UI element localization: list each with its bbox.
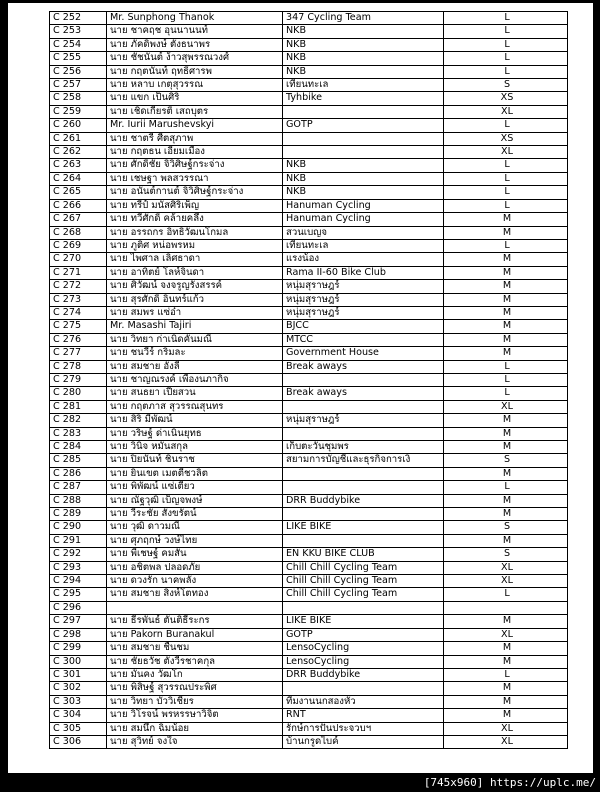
team-name-cell — [283, 682, 444, 695]
participant-name-cell: นาย ทรีป์ มนัสศิริเพ็ญ — [107, 199, 283, 212]
bib-number-cell: C 301 — [50, 668, 107, 681]
bib-number-cell: C 275 — [50, 320, 107, 333]
participant-name-cell: นาย ภัคดิพงษ์ ตั้งธนาพร — [107, 38, 283, 51]
team-name-cell: GOTP — [283, 628, 444, 641]
bib-number-cell: C 273 — [50, 293, 107, 306]
shirt-size-cell: L — [444, 387, 568, 400]
team-name-cell: แรงน้อง — [283, 253, 444, 266]
participant-name-cell: นาย ชาญณรงค์ เพื่องนภากิจ — [107, 373, 283, 386]
team-name-cell: สยามการบัญชีและธุรกิจการเงิ — [283, 454, 444, 467]
team-name-cell: Break aways — [283, 360, 444, 373]
bib-number-cell: C 269 — [50, 239, 107, 252]
bib-number-cell: C 262 — [50, 146, 107, 159]
table-row — [50, 373, 568, 386]
bib-number-cell: C 274 — [50, 306, 107, 319]
participant-name-cell: นาย ทวีศักดิ์ คล้ายคลึง — [107, 213, 283, 226]
bib-number-cell: C 256 — [50, 65, 107, 78]
table-row — [50, 414, 568, 427]
table-row — [50, 467, 568, 480]
shirt-size-cell: M — [444, 655, 568, 668]
team-name-cell: Chill Chill Cycling Team — [283, 588, 444, 601]
table-row — [50, 400, 568, 413]
team-name-cell — [283, 467, 444, 480]
shirt-size-cell: L — [444, 199, 568, 212]
participant-name-cell: นาย ณัฐวุฒิ เบ็ญจพงษ์ — [107, 494, 283, 507]
shirt-size-cell: L — [444, 481, 568, 494]
shirt-size-cell: S — [444, 454, 568, 467]
participant-name-cell: นาย ชาตรี ศีตสุภาพ — [107, 132, 283, 145]
participant-name-cell: นาย Pakorn Buranakul — [107, 628, 283, 641]
participant-name-cell: นาย พิพัฒน์ แซ่เตียว — [107, 481, 283, 494]
participant-name-cell: นาย วิโรจน์ พรหรรษาวิจิต — [107, 709, 283, 722]
participant-name-cell: Mr. Iurii Marushevskyi — [107, 119, 283, 132]
table-row — [50, 722, 568, 735]
shirt-size-cell: L — [444, 172, 568, 185]
table-row — [50, 146, 568, 159]
participant-table-body — [50, 12, 568, 749]
team-name-cell: สวนเบญจ — [283, 226, 444, 239]
table-row — [50, 561, 568, 574]
shirt-size-cell: S — [444, 548, 568, 561]
participant-name-cell: นาย สมชาย สิงห์โตทอง — [107, 588, 283, 601]
table-row — [50, 92, 568, 105]
table-row — [50, 588, 568, 601]
shirt-size-cell: L — [444, 12, 568, 25]
participant-name-cell: นาย ปิยนันท์ ชินราช — [107, 454, 283, 467]
participant-name-cell: นาย กฤตนันท์ ฤทธิ์ศารพ — [107, 65, 283, 78]
team-name-cell: Government House — [283, 347, 444, 360]
shirt-size-cell: M — [444, 226, 568, 239]
team-name-cell: BJCC — [283, 320, 444, 333]
team-name-cell: หนุ่มสุราษฎร์ — [283, 280, 444, 293]
shirt-size-cell: L — [444, 38, 568, 51]
shirt-size-cell: XL — [444, 628, 568, 641]
shirt-size-cell: M — [444, 534, 568, 547]
table-row — [50, 601, 568, 614]
shirt-size-cell: S — [444, 79, 568, 92]
table-row — [50, 119, 568, 132]
bib-number-cell: C 285 — [50, 454, 107, 467]
table-row — [50, 655, 568, 668]
team-name-cell — [283, 400, 444, 413]
table-row — [50, 12, 568, 25]
participant-name-cell: นาย ชนวีร์ กริมละ — [107, 347, 283, 360]
team-name-cell: LensoCycling — [283, 655, 444, 668]
table-row — [50, 508, 568, 521]
participant-name-cell: นาย แขก เป็นศิริ — [107, 92, 283, 105]
bib-number-cell: C 277 — [50, 347, 107, 360]
team-name-cell: เทียนทะเล — [283, 239, 444, 252]
bib-number-cell: C 272 — [50, 280, 107, 293]
shirt-size-cell: M — [444, 467, 568, 480]
shirt-size-cell: L — [444, 360, 568, 373]
participant-name-cell: นาย อาทิตย์ โลห์จินดา — [107, 266, 283, 279]
team-name-cell: 347 Cycling Team — [283, 12, 444, 25]
table-row — [50, 333, 568, 346]
shirt-size-cell: M — [444, 347, 568, 360]
table-row — [50, 253, 568, 266]
shirt-size-cell: XS — [444, 132, 568, 145]
participant-name-cell: นาย ชาคฤช อุนนานนท์ — [107, 25, 283, 38]
bib-number-cell: C 265 — [50, 186, 107, 199]
bib-number-cell: C 279 — [50, 373, 107, 386]
participant-name-cell: นาย สิริ มีพัฒน์ — [107, 414, 283, 427]
team-name-cell: บ้านกรูดไบค์ — [283, 735, 444, 748]
team-name-cell: DRR Buddybike — [283, 494, 444, 507]
participant-name-cell: นาย ชัยธวัช ตั้งวีรชาคกุล — [107, 655, 283, 668]
bib-number-cell: C 261 — [50, 132, 107, 145]
participant-name-cell: Mr. Sunphong Thanok — [107, 12, 283, 25]
shirt-size-cell: XL — [444, 400, 568, 413]
shirt-size-cell: XL — [444, 561, 568, 574]
participant-name-cell: นาย เชษฐา พลสวรรณา — [107, 172, 283, 185]
participant-name-cell: นาย พีเชษฐ์ คมสัน — [107, 548, 283, 561]
team-name-cell: Rama II-60 Bike Club — [283, 266, 444, 279]
shirt-size-cell: M — [444, 695, 568, 708]
team-name-cell: NKB — [283, 186, 444, 199]
shirt-size-cell: M — [444, 306, 568, 319]
participant-name-cell: นาย ธีรพันธ์ ตันติธีระกร — [107, 615, 283, 628]
team-name-cell: MTCC — [283, 333, 444, 346]
participant-name-cell: นาย สุรศักดิ์ อินทร์แก้ว — [107, 293, 283, 306]
team-name-cell: NKB — [283, 172, 444, 185]
participant-table — [49, 11, 568, 749]
table-row — [50, 105, 568, 118]
participant-name-cell: นาย ไพศาล เลิศธาดา — [107, 253, 283, 266]
table-row — [50, 38, 568, 51]
shirt-size-cell: M — [444, 494, 568, 507]
bib-number-cell: C 252 — [50, 12, 107, 25]
shirt-size-cell: M — [444, 414, 568, 427]
team-name-cell: ทีมงานนกสองหัว — [283, 695, 444, 708]
shirt-size-cell: XL — [444, 146, 568, 159]
participant-name-cell: Mr. Masashi Tajiri — [107, 320, 283, 333]
team-name-cell — [283, 132, 444, 145]
table-row — [50, 25, 568, 38]
participant-name-cell: นาย วิทยา บัววิเชียร — [107, 695, 283, 708]
table-row — [50, 132, 568, 145]
table-row — [50, 481, 568, 494]
participant-name-cell: นาย พิสิษฐ์ สุวรรณประพิศ — [107, 682, 283, 695]
document-page — [8, 3, 593, 773]
watermark: [745x960] https://uplc.me/ — [423, 776, 596, 789]
bib-number-cell: C 302 — [50, 682, 107, 695]
table-row — [50, 695, 568, 708]
bib-number-cell: C 305 — [50, 722, 107, 735]
shirt-size-cell: S — [444, 521, 568, 534]
table-row — [50, 735, 568, 748]
participant-name-cell: นาย กฤตธน เอี่ยมเมือง — [107, 146, 283, 159]
bib-number-cell: C 280 — [50, 387, 107, 400]
team-name-cell: DRR Buddybike — [283, 668, 444, 681]
bib-number-cell: C 281 — [50, 400, 107, 413]
team-name-cell: เก็บตะวันชุมพร — [283, 441, 444, 454]
participant-name-cell: นาย ศุภฤกษ์ วงษ์ไทย — [107, 534, 283, 547]
shirt-size-cell: L — [444, 119, 568, 132]
table-row — [50, 52, 568, 65]
team-name-cell: หนุ่มสุราษฎร์ — [283, 293, 444, 306]
team-name-cell: GOTP — [283, 119, 444, 132]
shirt-size-cell: M — [444, 320, 568, 333]
table-row — [50, 213, 568, 226]
participant-name-cell: นาย วิทยา ก่าเนิดคันมณี — [107, 333, 283, 346]
participant-name-cell: นาย วีระชัย สังขรัตน์ — [107, 508, 283, 521]
table-row — [50, 548, 568, 561]
table-row — [50, 347, 568, 360]
table-row — [50, 521, 568, 534]
bib-number-cell: C 267 — [50, 213, 107, 226]
shirt-size-cell: M — [444, 427, 568, 440]
bib-number-cell: C 254 — [50, 38, 107, 51]
bib-number-cell: C 284 — [50, 441, 107, 454]
participant-name-cell: นาย ศิวัฒน์ จงจรูญรังสรรค์ — [107, 280, 283, 293]
team-name-cell: NKB — [283, 38, 444, 51]
table-row — [50, 280, 568, 293]
participant-name-cell: นาย เชิดเกียรติ์ เสถบุตร — [107, 105, 283, 118]
team-name-cell: LIKE BIKE — [283, 521, 444, 534]
shirt-size-cell: M — [444, 642, 568, 655]
bib-number-cell: C 278 — [50, 360, 107, 373]
table-row — [50, 682, 568, 695]
team-name-cell: Chill Chill Cycling Team — [283, 575, 444, 588]
bib-number-cell: C 286 — [50, 467, 107, 480]
team-name-cell: Chill Chill Cycling Team — [283, 561, 444, 574]
table-row — [50, 642, 568, 655]
participant-name-cell: นาย สมพร แซ่อ๋า — [107, 306, 283, 319]
team-name-cell — [283, 105, 444, 118]
bib-number-cell: C 299 — [50, 642, 107, 655]
participant-name-cell: นาย อรรถกร อิทธิวัฒนโกมล — [107, 226, 283, 239]
participant-name-cell: นาย วริษฐ์ ด่าเนินยุทธ — [107, 427, 283, 440]
shirt-size-cell: XL — [444, 575, 568, 588]
bib-number-cell: C 283 — [50, 427, 107, 440]
bib-number-cell: C 260 — [50, 119, 107, 132]
bib-number-cell: C 289 — [50, 508, 107, 521]
participant-name-cell: นาย อชิตพล ปลอดภัย — [107, 561, 283, 574]
shirt-size-cell: XL — [444, 105, 568, 118]
participant-name-cell: นาย ดวงรัก นาคพลั่ง — [107, 575, 283, 588]
shirt-size-cell: L — [444, 668, 568, 681]
table-row — [50, 226, 568, 239]
team-name-cell: หนุ่มสุราษฎร์ — [283, 306, 444, 319]
table-row — [50, 159, 568, 172]
table-row — [50, 709, 568, 722]
team-name-cell — [283, 146, 444, 159]
participant-name-cell: นาย สมชาย ชื่นชม — [107, 642, 283, 655]
bib-number-cell: C 300 — [50, 655, 107, 668]
shirt-size-cell: M — [444, 508, 568, 521]
bib-number-cell: C 303 — [50, 695, 107, 708]
table-row — [50, 186, 568, 199]
bib-number-cell: C 263 — [50, 159, 107, 172]
team-name-cell: Hanuman Cycling — [283, 213, 444, 226]
participant-name-cell: นาย วุฒิ ดาวมณี — [107, 521, 283, 534]
team-name-cell: LensoCycling — [283, 642, 444, 655]
team-name-cell: Tyhbike — [283, 92, 444, 105]
team-name-cell — [283, 601, 444, 614]
shirt-size-cell: XL — [444, 735, 568, 748]
team-name-cell — [283, 427, 444, 440]
shirt-size-cell: M — [444, 266, 568, 279]
team-name-cell: EN KKU BIKE CLUB — [283, 548, 444, 561]
team-name-cell: NKB — [283, 52, 444, 65]
participant-name-cell: นาย ภูติศ หน่อพรหม — [107, 239, 283, 252]
team-name-cell — [283, 508, 444, 521]
table-row — [50, 79, 568, 92]
participant-name-cell: นาย ชัชนันต์ ง้าวสุพรรณวงศ์ — [107, 52, 283, 65]
shirt-size-cell: M — [444, 213, 568, 226]
team-name-cell: NKB — [283, 25, 444, 38]
team-name-cell: หนุ่มสุราษฎร์ — [283, 414, 444, 427]
team-name-cell: Break aways — [283, 387, 444, 400]
table-row — [50, 293, 568, 306]
table-row — [50, 320, 568, 333]
shirt-size-cell: L — [444, 186, 568, 199]
table-row — [50, 306, 568, 319]
participant-name-cell: นาย สมชาย อั้งลี้ — [107, 360, 283, 373]
table-row — [50, 615, 568, 628]
shirt-size-cell: L — [444, 159, 568, 172]
participant-name-cell: นาย สมนึก ฉิมน้อย — [107, 722, 283, 735]
team-name-cell: RNT — [283, 709, 444, 722]
bib-number-cell: C 268 — [50, 226, 107, 239]
bib-number-cell: C 259 — [50, 105, 107, 118]
table-row — [50, 494, 568, 507]
team-name-cell: NKB — [283, 159, 444, 172]
bib-number-cell: C 306 — [50, 735, 107, 748]
participant-name-cell: นาย อนันต์กานต์ จิวิศิษฐ์กระจ่าง — [107, 186, 283, 199]
participant-name-cell — [107, 601, 283, 614]
team-name-cell: LIKE BIKE — [283, 615, 444, 628]
participant-name-cell: นาย มั่นคง วัฒโก — [107, 668, 283, 681]
bib-number-cell: C 264 — [50, 172, 107, 185]
table-row — [50, 239, 568, 252]
table-row — [50, 534, 568, 547]
table-row — [50, 199, 568, 212]
bib-number-cell: C 288 — [50, 494, 107, 507]
shirt-size-cell: M — [444, 615, 568, 628]
shirt-size-cell: M — [444, 441, 568, 454]
bib-number-cell: C 297 — [50, 615, 107, 628]
table-row — [50, 360, 568, 373]
table-row — [50, 387, 568, 400]
shirt-size-cell: L — [444, 52, 568, 65]
shirt-size-cell — [444, 601, 568, 614]
bib-number-cell: C 295 — [50, 588, 107, 601]
participant-name-cell: นาย ศักดิ์ชัย จิวิศิษฐ์กระจ่าง — [107, 159, 283, 172]
table-row — [50, 441, 568, 454]
bib-number-cell: C 304 — [50, 709, 107, 722]
bib-number-cell: C 298 — [50, 628, 107, 641]
team-name-cell — [283, 481, 444, 494]
bib-number-cell: C 276 — [50, 333, 107, 346]
shirt-size-cell: M — [444, 253, 568, 266]
shirt-size-cell: M — [444, 280, 568, 293]
shirt-size-cell: L — [444, 239, 568, 252]
table-row — [50, 427, 568, 440]
bib-number-cell: C 258 — [50, 92, 107, 105]
bib-number-cell: C 294 — [50, 575, 107, 588]
bib-number-cell: C 270 — [50, 253, 107, 266]
shirt-size-cell: M — [444, 709, 568, 722]
bib-number-cell: C 290 — [50, 521, 107, 534]
team-name-cell — [283, 373, 444, 386]
participant-name-cell: นาย ยินเขต เมตตีชวลิต — [107, 467, 283, 480]
bib-number-cell: C 292 — [50, 548, 107, 561]
table-row — [50, 454, 568, 467]
team-name-cell: เทียนทะเล — [283, 79, 444, 92]
table-row — [50, 628, 568, 641]
shirt-size-cell: M — [444, 682, 568, 695]
team-name-cell: รักษ์การปั่นประจวบฯ — [283, 722, 444, 735]
table-row — [50, 65, 568, 78]
shirt-size-cell: XL — [444, 722, 568, 735]
team-name-cell — [283, 534, 444, 547]
bib-number-cell: C 255 — [50, 52, 107, 65]
participant-name-cell: นาย สุวิทย์ จงใจ — [107, 735, 283, 748]
shirt-size-cell: M — [444, 293, 568, 306]
bib-number-cell: C 296 — [50, 601, 107, 614]
participant-name-cell: นาย วินิจ หมั่นสกุล — [107, 441, 283, 454]
participant-name-cell: นาย สนธยา เปียสวน — [107, 387, 283, 400]
shirt-size-cell: L — [444, 373, 568, 386]
bib-number-cell: C 293 — [50, 561, 107, 574]
bib-number-cell: C 253 — [50, 25, 107, 38]
bib-number-cell: C 291 — [50, 534, 107, 547]
shirt-size-cell: XS — [444, 92, 568, 105]
shirt-size-cell: L — [444, 65, 568, 78]
team-name-cell: Hanuman Cycling — [283, 199, 444, 212]
shirt-size-cell: L — [444, 588, 568, 601]
table-row — [50, 668, 568, 681]
team-name-cell: NKB — [283, 65, 444, 78]
participant-name-cell: นาย กฤตภาส สุวรรณสุนทร — [107, 400, 283, 413]
shirt-size-cell: L — [444, 25, 568, 38]
bib-number-cell: C 271 — [50, 266, 107, 279]
bib-number-cell: C 287 — [50, 481, 107, 494]
shirt-size-cell: M — [444, 333, 568, 346]
bib-number-cell: C 257 — [50, 79, 107, 92]
bib-number-cell: C 266 — [50, 199, 107, 212]
table-row — [50, 172, 568, 185]
bib-number-cell: C 282 — [50, 414, 107, 427]
table-row — [50, 266, 568, 279]
table-row — [50, 575, 568, 588]
participant-name-cell: นาย หลาบ เกตุสุวรรณ — [107, 79, 283, 92]
